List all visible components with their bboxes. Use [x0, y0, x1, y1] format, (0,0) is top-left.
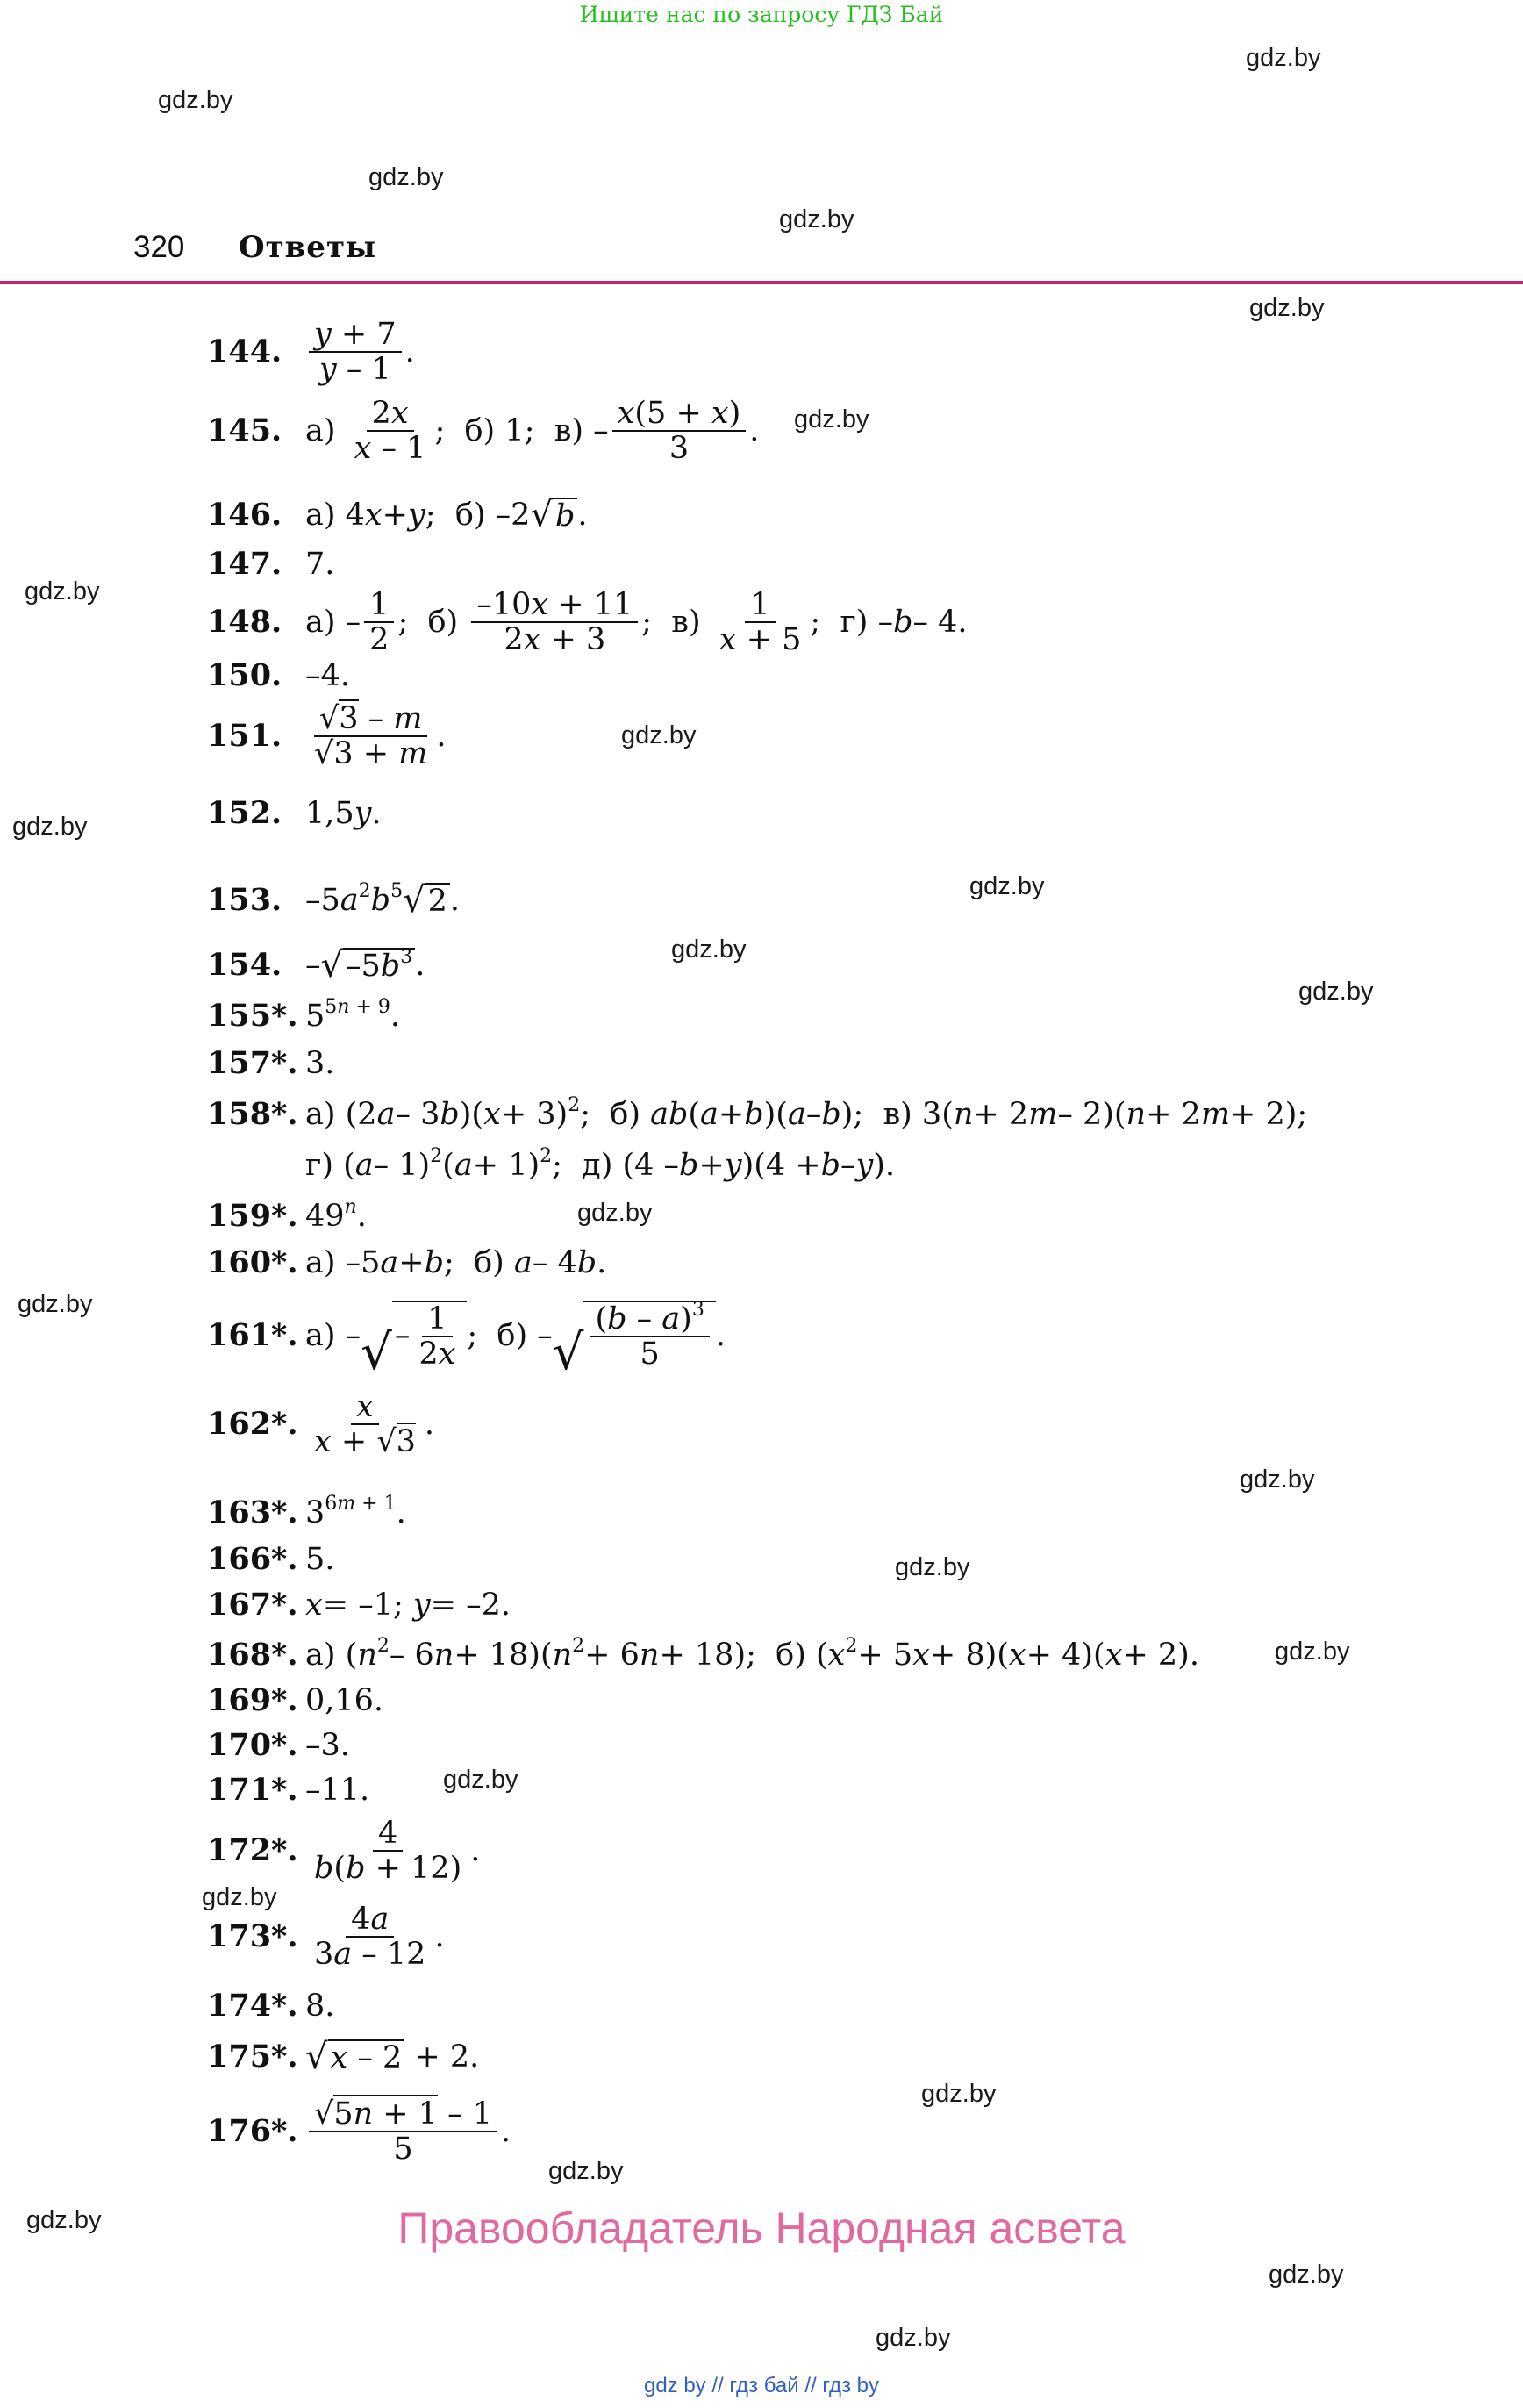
answer-number: 147. [207, 546, 282, 582]
watermark: gdz.by [202, 1883, 277, 1911]
answer-167: 167*. x = –1; y = –2. [207, 1587, 511, 1623]
answer-number: 160*. [207, 1244, 298, 1280]
answer-number: 174*. [207, 1988, 298, 2024]
answer-number: 153. [207, 882, 282, 918]
answer-171 [207, 1771, 369, 1810]
watermark: gdz.by [876, 2324, 951, 2352]
header-rule [0, 281, 1523, 284]
copyright-holder: Правообладатель Народная асвета [397, 2204, 1126, 2253]
answer-144: 144. $\frac{y + 7}{y - 1}$ . [207, 317, 415, 387]
answer-146: 146. а) 4 x + y ; б) –2 √ b . [207, 495, 588, 535]
answer-number: 157*. [207, 1045, 298, 1081]
answer-number: 158*. [207, 1096, 298, 1132]
answer-158-continued: г) ( a – 1) $^2$ ( a + 1) $^2$ ; д) (4 – b + y )(4 + b – y ). [305, 1145, 896, 1183]
answer-number: 173*. [207, 1918, 298, 1954]
watermark: gdz.by [26, 2206, 102, 2234]
answer-number: 167*. [207, 1587, 298, 1623]
answer-159: 159*. 49 $^n$ . [207, 1196, 367, 1234]
watermark: gdz.by [1269, 2261, 1344, 2289]
bottom-links[interactable]: gdz by // гдз бай // гдз by [643, 2374, 880, 2397]
answer-148: 148. а) – $\frac{1}{2}$ ; б) $\frac{-10x + 11}{2x + 3}$ ; в) $\frac{1}{x + 5}$ ; г) – b – 4. [207, 587, 968, 657]
watermark: gdz.by [969, 872, 1045, 900]
answer-number: 169*. [207, 1682, 298, 1718]
answer-number: 172*. [207, 1832, 298, 1868]
answer-157 [207, 1044, 334, 1083]
answer-text: 7. [305, 547, 335, 582]
answer-number: 146. [207, 497, 282, 533]
answer-text: 3. [305, 1046, 335, 1081]
answer-161: 161*. а) – √ – $\frac{1}{2x}$ ; б) – √ $\frac{(b - a)^3}{5}$ . [207, 1299, 726, 1381]
watermark: gdz.by [548, 2157, 624, 2185]
answer-number: 145. [207, 412, 282, 448]
watermark: gdz.by [1249, 294, 1325, 322]
watermark: gdz.by [1275, 1638, 1350, 1666]
answer-number: 166*. [207, 1541, 298, 1577]
answer-152: 152. 1,5 y . [207, 795, 382, 831]
answer-number: 162*. [207, 1406, 298, 1442]
answer-text: –11. [305, 1773, 370, 1808]
answer-number: 144. [207, 333, 282, 369]
answer-number: 155*. [207, 998, 298, 1034]
section-title: Ответы [239, 230, 377, 265]
answer-text: 8. [305, 1989, 335, 2024]
watermark: gdz.by [1240, 1466, 1315, 1494]
answer-text: 5. [305, 1542, 335, 1577]
answer-174 [207, 1987, 334, 2025]
watermark: gdz.by [779, 205, 854, 233]
watermark: gdz.by [368, 163, 444, 191]
answer-176: 176*. $\frac{√5n + 1 - 1}{5}$ . [207, 2096, 511, 2167]
answer-number: 154. [207, 947, 282, 983]
answer-number: 152. [207, 795, 282, 831]
watermark: gdz.by [671, 935, 747, 964]
watermark: gdz.by [794, 405, 869, 434]
answer-150 [207, 656, 350, 695]
answer-147 [207, 545, 334, 584]
answer-163: 163*. 3 $^{6m + 1}$ . [207, 1493, 406, 1530]
answer-number: 175*. [207, 2039, 298, 2075]
answer-text: –3. [305, 1728, 350, 1763]
answer-text: 0,16. [305, 1683, 384, 1718]
answer-155: 155*. 5 $^{5n + 9}$ . [207, 996, 401, 1034]
answer-175: 175*. √ x – 2 + 2. [207, 2037, 480, 2077]
answer-number: 163*. [207, 1494, 298, 1530]
answer-170 [207, 1726, 350, 1765]
watermark: gdz.by [1298, 978, 1374, 1006]
answer-153: 153. –5 a $^2$ b $^5$ √ 2 . [207, 880, 460, 921]
answer-text: –4. [305, 658, 350, 693]
answer-number: 148. [207, 604, 282, 640]
answer-number: 176*. [207, 2113, 298, 2149]
watermark: gdz.by [443, 1766, 518, 1794]
answer-151: 151. $\frac{√3 - m}{√3 + m}$ . [207, 701, 447, 771]
page-number: 320 [133, 230, 185, 264]
answer-number: 150. [207, 657, 282, 693]
answer-number: 161*. [207, 1317, 298, 1353]
answer-173: 173*. $\frac{4a}{3a - 12}$ . [207, 1902, 445, 1972]
answer-169 [207, 1681, 383, 1720]
answer-number: 168*. [207, 1637, 298, 1673]
watermark: gdz.by [158, 86, 233, 114]
watermark: gdz.by [18, 1290, 93, 1318]
answer-number: 170*. [207, 1727, 298, 1763]
watermark: gdz.by [1246, 44, 1321, 72]
answer-158: 158*. а) (2 a – 3 b )( x + 3) $^2$ ; б) ab ( a + b )( a – b ); в) 3( n + 2 m – 2)( n + 2 m + 2); [207, 1094, 1308, 1132]
fraction: $\frac{y + 7}{y - 1}$ [309, 318, 402, 386]
answer-162: 162*. $\frac{x}{x + √3}$ . [207, 1389, 435, 1459]
answer-number: 171*. [207, 1772, 298, 1808]
answer-172: 172*. $\frac{4}{b(b + 12)}$ . [207, 1816, 481, 1886]
answer-145: 145. а) $\frac{2x}{x - 1}$ ; б) 1; в) – $\frac{x(5 + x)}{3}$ . [207, 396, 760, 466]
answer-154: 154. – √ $-5b^3$ . [207, 945, 425, 985]
top-search-banner[interactable]: Ищите нас по запросу ГДЗ Бай [579, 2, 944, 27]
answer-number: 159*. [207, 1198, 298, 1234]
answer-number: 151. [207, 718, 282, 754]
answer-166 [207, 1540, 334, 1579]
watermark: gdz.by [577, 1199, 653, 1227]
watermark: gdz.by [921, 2080, 997, 2108]
watermark: gdz.by [25, 577, 100, 606]
watermark: gdz.by [895, 1553, 970, 1581]
answer-160: 160*. а) –5 a + b ; б) a – 4 b . [207, 1244, 607, 1280]
watermark: gdz.by [621, 721, 697, 749]
watermark: gdz.by [12, 813, 88, 841]
answer-168: 168*. а) ( n $^2$ – 6 n + 18)( n $^2$ + 6 n + 18); б) ( x $^2$ + 5 x + 8)( x + 4)( x + 2). [207, 1635, 1199, 1673]
